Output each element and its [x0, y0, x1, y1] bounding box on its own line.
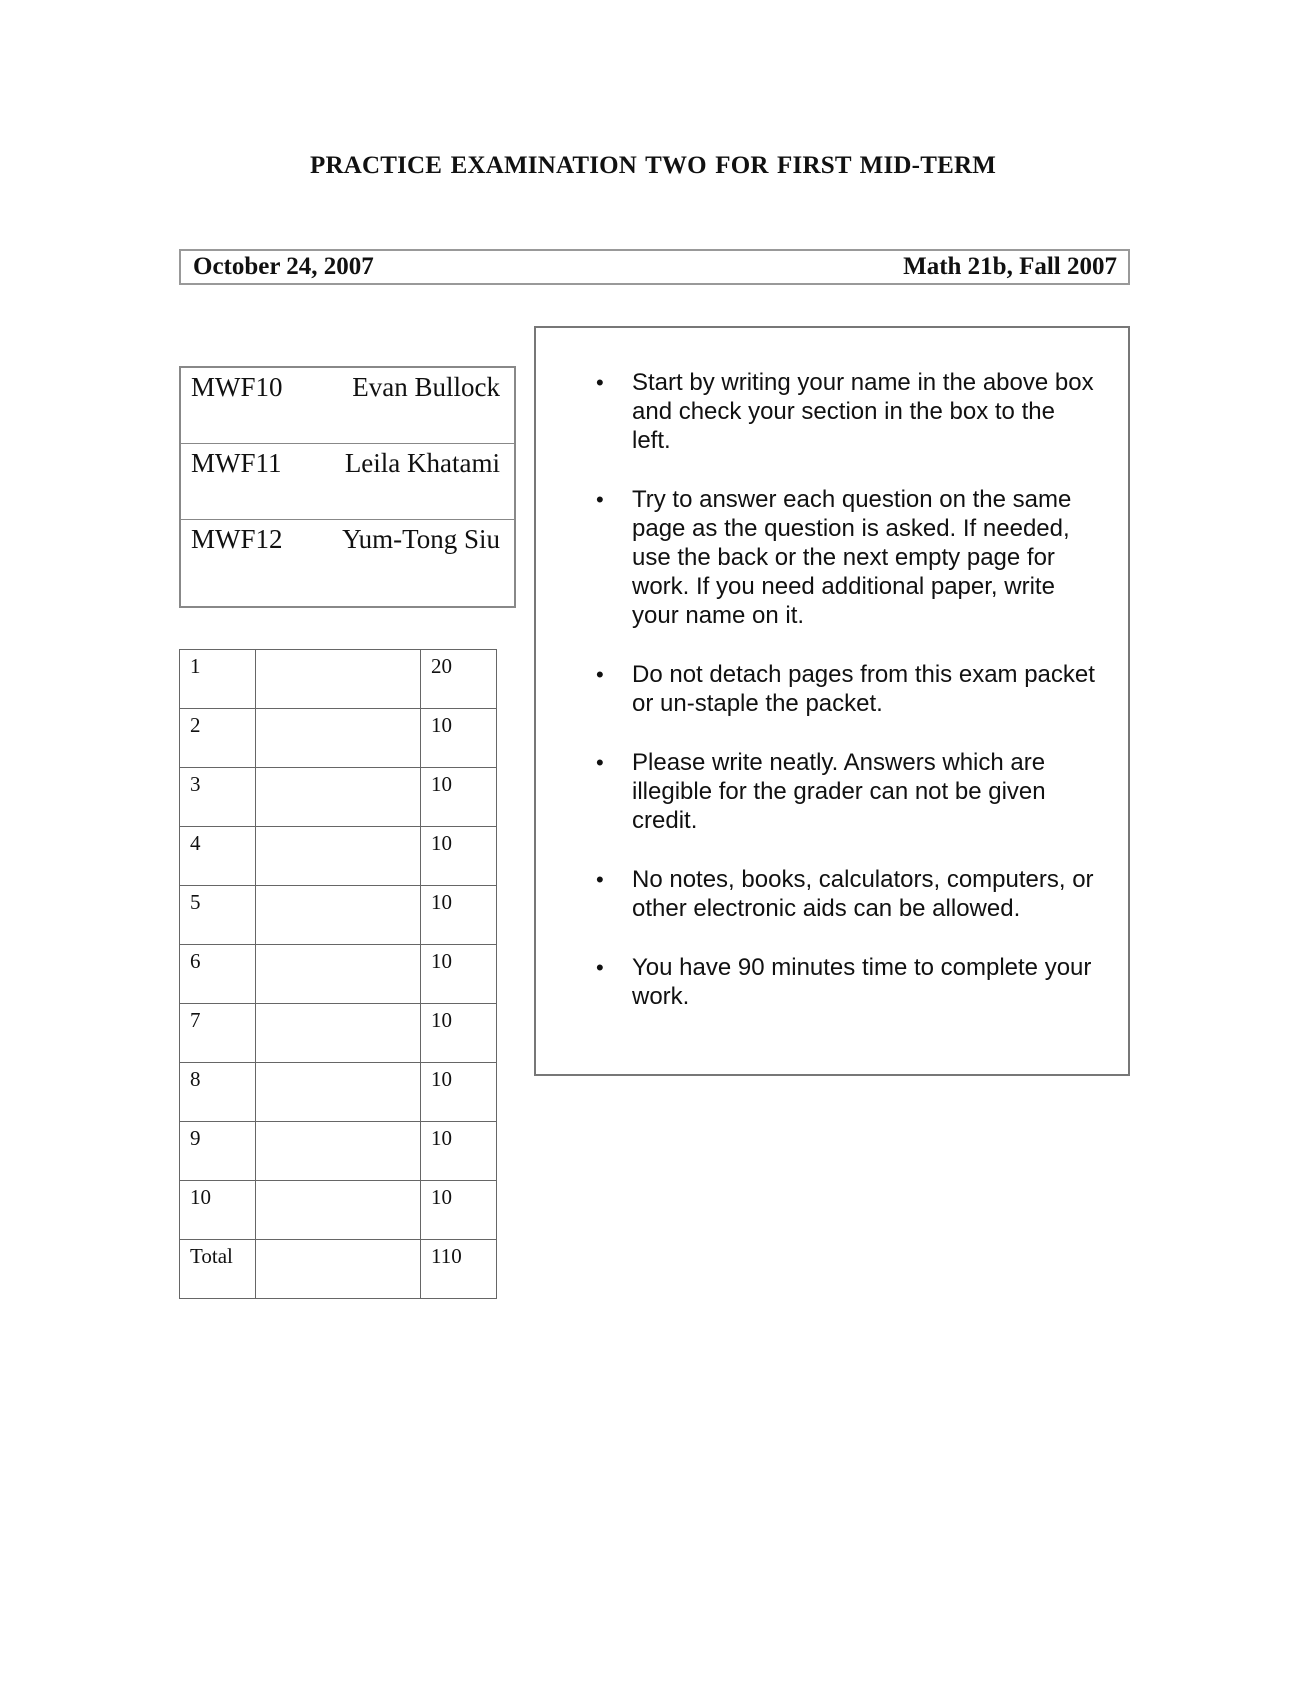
- problem-number: 4: [180, 827, 256, 886]
- score-cell[interactable]: [256, 886, 421, 945]
- instruction-text: Please write neatly. Answers which are illegible for the grader can not be given credit.: [632, 749, 1046, 834]
- max-points: 10: [421, 886, 497, 945]
- section-row[interactable]: [181, 368, 514, 444]
- exam-title: PRACTICE EXAMINATION TWO FOR FIRST MID-TERM: [309, 152, 996, 179]
- problem-number: 2: [180, 709, 256, 768]
- exam-date: October 24, 2007: [193, 253, 374, 280]
- instruction-item: [596, 660, 1098, 718]
- problem-number: 10: [180, 1181, 256, 1240]
- score-row: [180, 709, 497, 768]
- section-code: MWF10: [191, 372, 283, 402]
- problem-number: 8: [180, 1063, 256, 1122]
- max-points: 10: [421, 709, 497, 768]
- section-code: MWF12: [191, 524, 283, 554]
- instruction-text: You have 90 minutes time to complete your work.: [632, 954, 1092, 1010]
- score-row: [180, 945, 497, 1004]
- section-instructor: Yum-Tong Siu: [342, 524, 500, 554]
- score-row: [180, 1181, 497, 1240]
- problem-number: 5: [180, 886, 256, 945]
- problem-number: 9: [180, 1122, 256, 1181]
- problem-number: 6: [180, 945, 256, 1004]
- section-instructor: Leila Khatami: [344, 448, 500, 478]
- score-cell[interactable]: [256, 827, 421, 886]
- problem-number: 1: [180, 650, 256, 709]
- score-row: [180, 886, 497, 945]
- score-cell[interactable]: [256, 1181, 421, 1240]
- score-row: [180, 768, 497, 827]
- score-cell[interactable]: [256, 709, 421, 768]
- section-row[interactable]: [181, 444, 514, 520]
- section-code: MWF11: [191, 448, 282, 478]
- instruction-item: [596, 368, 1098, 455]
- instructions-list: [536, 328, 1128, 1011]
- max-points: 10: [421, 827, 497, 886]
- max-points: 10: [421, 1181, 497, 1240]
- instruction-text: Do not detach pages from this exam packet or un-staple the packet.: [632, 661, 1095, 717]
- total-points: 110: [421, 1240, 497, 1299]
- score-row: [180, 1063, 497, 1122]
- score-cell[interactable]: [256, 1122, 421, 1181]
- instruction-item: [596, 485, 1098, 630]
- score-cell[interactable]: [256, 945, 421, 1004]
- total-score-cell[interactable]: [256, 1240, 421, 1299]
- bullet-icon: •: [596, 662, 604, 687]
- instruction-item: [596, 953, 1098, 1011]
- instruction-item: [596, 865, 1098, 923]
- max-points: 20: [421, 650, 497, 709]
- score-cell[interactable]: [256, 768, 421, 827]
- max-points: 10: [421, 945, 497, 1004]
- instruction-text: No notes, books, calculators, computers, or other electronic aids can be allowed.: [632, 866, 1094, 922]
- max-points: 10: [421, 1122, 497, 1181]
- max-points: 10: [421, 768, 497, 827]
- bullet-icon: •: [596, 955, 604, 980]
- score-row: [180, 650, 497, 709]
- score-table: [179, 649, 497, 1299]
- section-row[interactable]: [181, 520, 514, 606]
- instruction-text: Start by writing your name in the above box and check your section in the box to the left.: [632, 369, 1094, 454]
- score-row: [180, 1004, 497, 1063]
- section-instructor: Evan Bullock: [352, 372, 500, 402]
- max-points: 10: [421, 1063, 497, 1122]
- course-name: Math 21b, Fall 2007: [903, 253, 1117, 280]
- score-cell[interactable]: [256, 1063, 421, 1122]
- score-row: [180, 827, 497, 886]
- score-row: [180, 1122, 497, 1181]
- instruction-item: [596, 748, 1098, 835]
- exam-header-box: [179, 249, 1130, 285]
- section-selection-box: [179, 366, 516, 608]
- bullet-icon: •: [596, 750, 604, 775]
- total-label: Total: [180, 1240, 256, 1299]
- problem-number: 7: [180, 1004, 256, 1063]
- score-total-row: [180, 1240, 497, 1299]
- problem-number: 3: [180, 768, 256, 827]
- max-points: 10: [421, 1004, 497, 1063]
- score-cell[interactable]: [256, 1004, 421, 1063]
- bullet-icon: •: [596, 867, 604, 892]
- score-cell[interactable]: [256, 650, 421, 709]
- bullet-icon: •: [596, 487, 604, 512]
- instruction-text: Try to answer each question on the same page as the question is asked. If needed, use the back or the next empty page for work. If you need additional paper, write your name on it.: [632, 486, 1072, 629]
- instructions-box: [534, 326, 1130, 1076]
- bullet-icon: •: [596, 370, 604, 395]
